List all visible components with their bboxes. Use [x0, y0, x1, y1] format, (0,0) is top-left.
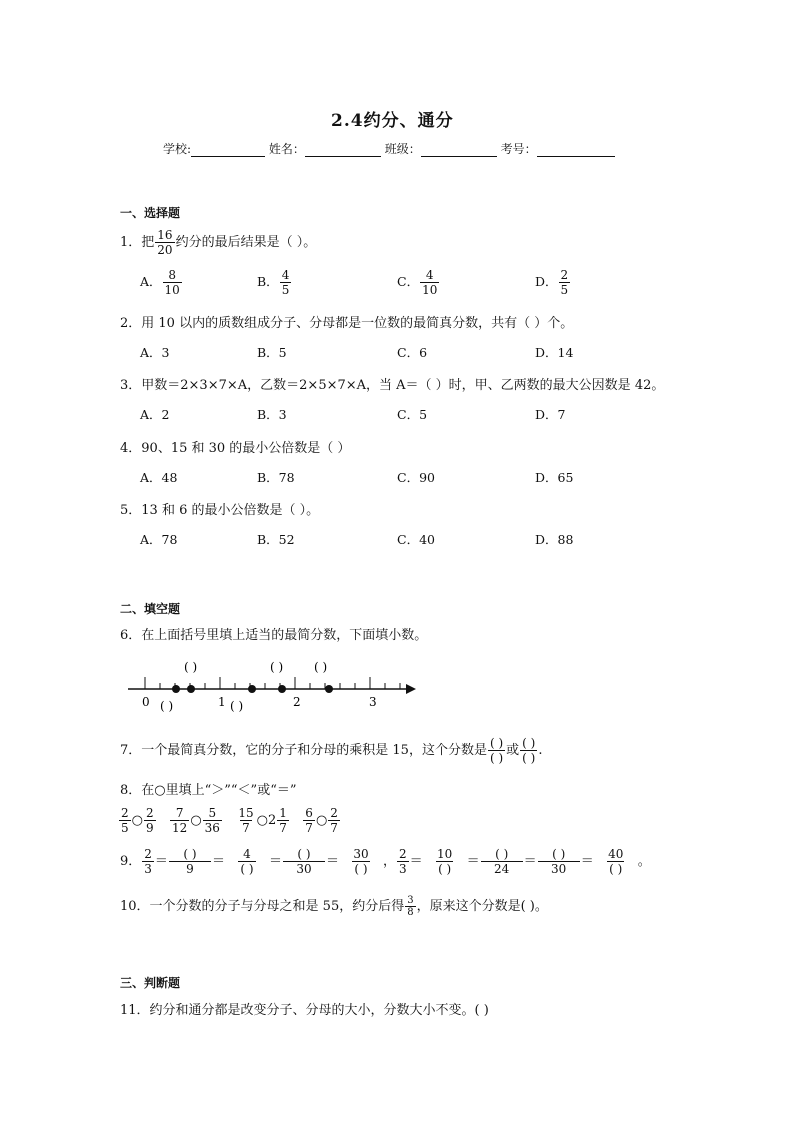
q4-option-b[interactable]: B．78 — [257, 470, 295, 485]
q9-blank[interactable]: $\frac{( )}{9}$ — [169, 847, 211, 876]
exam-no-field[interactable] — [537, 144, 615, 157]
question-5: 5．13 和 6 的最小公倍数是（ ）。 — [120, 503, 320, 518]
q2-option-c[interactable]: C．6 — [397, 345, 428, 360]
section-choice-title: 一、选择题 — [120, 206, 181, 220]
question-11[interactable]: 11．约分和通分都是改变分子、分母的大小，分数大小不变。( ) — [120, 1003, 489, 1018]
section-judge-title: 三、判断题 — [120, 976, 181, 990]
page-title: 2.4约分、通分 — [331, 111, 454, 131]
q2-option-b[interactable]: B．5 — [257, 345, 287, 360]
q2-option-d[interactable]: D．14 — [535, 345, 574, 360]
q8-comparisons: $\frac{2}{5}$ ○ $\frac{2}{9}$ $\frac{7}{12}$ ○ $\frac{5}{36}$ $\frac{15}{7}$ ○2 $\frac{1}{7}$ $\frac{6}{7}$ ○ $\frac{2}{7}$ — [121, 806, 338, 835]
q7-blank-fraction-2[interactable]: $\frac{( )}{( )}$ — [522, 736, 536, 765]
label-2: 2 — [293, 695, 301, 709]
compare-circle[interactable]: ○ — [315, 813, 328, 828]
q7-blank-fraction-1[interactable]: $\frac{( )}{( )}$ — [489, 736, 504, 765]
label-3: 3 — [369, 695, 377, 709]
question-4: 4．90、15 和 30 的最小公倍数是（ ） — [120, 441, 351, 456]
q1-text: 约分的最后结果是（ ）。 — [175, 235, 317, 250]
q9-blank[interactable]: $\frac{4}{( )}$ — [240, 847, 254, 876]
school-field[interactable] — [191, 144, 265, 157]
question-6: 6．在上面括号里填上适当的最简分数，下面填小数。 — [120, 628, 428, 643]
q2-option-a[interactable]: A．3 — [140, 345, 170, 360]
q9-blank[interactable]: $\frac{( )}{24}$ — [481, 847, 523, 876]
q9-blank[interactable]: $\frac{( )}{30}$ — [283, 847, 325, 876]
q1-number: 1．把 — [120, 235, 155, 250]
q4-option-d[interactable]: D．65 — [535, 470, 574, 485]
q1-option-a[interactable]: A． $\frac{8}{10}$ — [140, 268, 180, 297]
q9-blank[interactable]: $\frac{10}{( )}$ — [437, 847, 453, 876]
number-line — [120, 655, 430, 715]
q9-blank[interactable]: $\frac{( )}{30}$ — [538, 847, 580, 876]
question-7: 7．一个最简真分数，它的分子和分母的乘积是 15，这个分数是 $\frac{( )}{( )}$ 或 $\frac{( )}{( )}$ . — [120, 736, 543, 765]
point-marker — [248, 685, 256, 693]
upper-blank[interactable]: ( ) — [314, 660, 328, 674]
q3-option-a[interactable]: A．2 — [140, 407, 170, 422]
point-marker — [187, 685, 195, 693]
q9-blank[interactable]: $\frac{30}{( )}$ — [353, 847, 369, 876]
section-fill-title: 二、填空题 — [120, 602, 181, 616]
q1-option-b[interactable]: B． $\frac{4}{5}$ — [257, 268, 290, 297]
point-marker — [325, 685, 333, 693]
q4-option-c[interactable]: C．90 — [397, 470, 435, 485]
q5-option-c[interactable]: C．40 — [397, 532, 435, 547]
lower-blank[interactable]: ( ) — [160, 699, 174, 713]
q1-fraction: $\frac{16}{20}$ — [157, 228, 173, 257]
question-8: 8．在○里填上“＞”“＜”或“＝” — [120, 783, 297, 798]
exam-no-label: 考号： — [500, 142, 537, 156]
label-0: 0 — [142, 695, 150, 709]
question-3: 3．甲数＝2×3×7×A，乙数＝2×5×7×A，当 A＝（ ）时，甲、乙两数的最大公因数是 42。 — [120, 378, 665, 393]
q5-option-d[interactable]: D．88 — [535, 532, 574, 547]
compare-circle[interactable]: ○ — [256, 813, 268, 828]
question-2: 2．用 10 以内的质数组成分子、分母都是一位数的最简真分数，共有（ ）个。 — [120, 316, 574, 331]
class-label: 班级： — [384, 142, 421, 156]
arrow-icon — [406, 684, 416, 694]
upper-blank[interactable]: ( ) — [270, 660, 284, 674]
q3-option-d[interactable]: D．7 — [535, 407, 566, 422]
q1-option-c[interactable]: C． $\frac{4}{10}$ — [397, 268, 438, 297]
name-field[interactable] — [305, 144, 381, 157]
q5-option-a[interactable]: A．78 — [140, 532, 178, 547]
compare-circle[interactable]: ○ — [131, 813, 143, 828]
lower-blank[interactable]: ( ) — [230, 699, 244, 713]
q5-option-b[interactable]: B．52 — [257, 532, 295, 547]
name-label: 姓名： — [268, 142, 305, 156]
question-9: 9． $\frac{2}{3}$ ＝ $\frac{( )}{9}$ ＝ $\frac{4}{( )}$ ＝ $\frac{( )}{30}$ ＝ $\frac{30}{( )}$ ， $\frac{2}{3}$ ＝ $\frac{10}{( )}$ ＝ $\frac{( )}{24}$ ＝ $\frac{( )}{30}$ ＝ $\frac{40}{( )}$ 。 — [120, 847, 651, 876]
upper-blank[interactable]: ( ) — [184, 660, 198, 674]
question-1 — [120, 228, 316, 257]
q9-blank[interactable]: $\frac{40}{( )}$ — [608, 847, 624, 876]
q3-option-c[interactable]: C．5 — [397, 407, 428, 422]
point-marker — [278, 685, 286, 693]
header-line — [163, 140, 615, 157]
school-label: 学校: — [163, 142, 192, 156]
compare-circle[interactable]: ○ — [190, 813, 202, 828]
q3-option-b[interactable]: B．3 — [257, 407, 287, 422]
q1-option-d[interactable]: D． $\frac{2}{5}$ — [535, 268, 569, 297]
label-1: 1 — [218, 695, 226, 709]
point-marker — [172, 685, 180, 693]
question-10: 10．一个分数的分子与分母之和是 55，约分后得 $\frac{3}{8}$ ，原来这个分数是( )。 — [120, 895, 548, 918]
q4-option-a[interactable]: A．48 — [140, 470, 178, 485]
q10-answer-blank[interactable]: ，原来这个分数是( )。 — [416, 899, 548, 914]
class-field[interactable] — [421, 144, 497, 157]
